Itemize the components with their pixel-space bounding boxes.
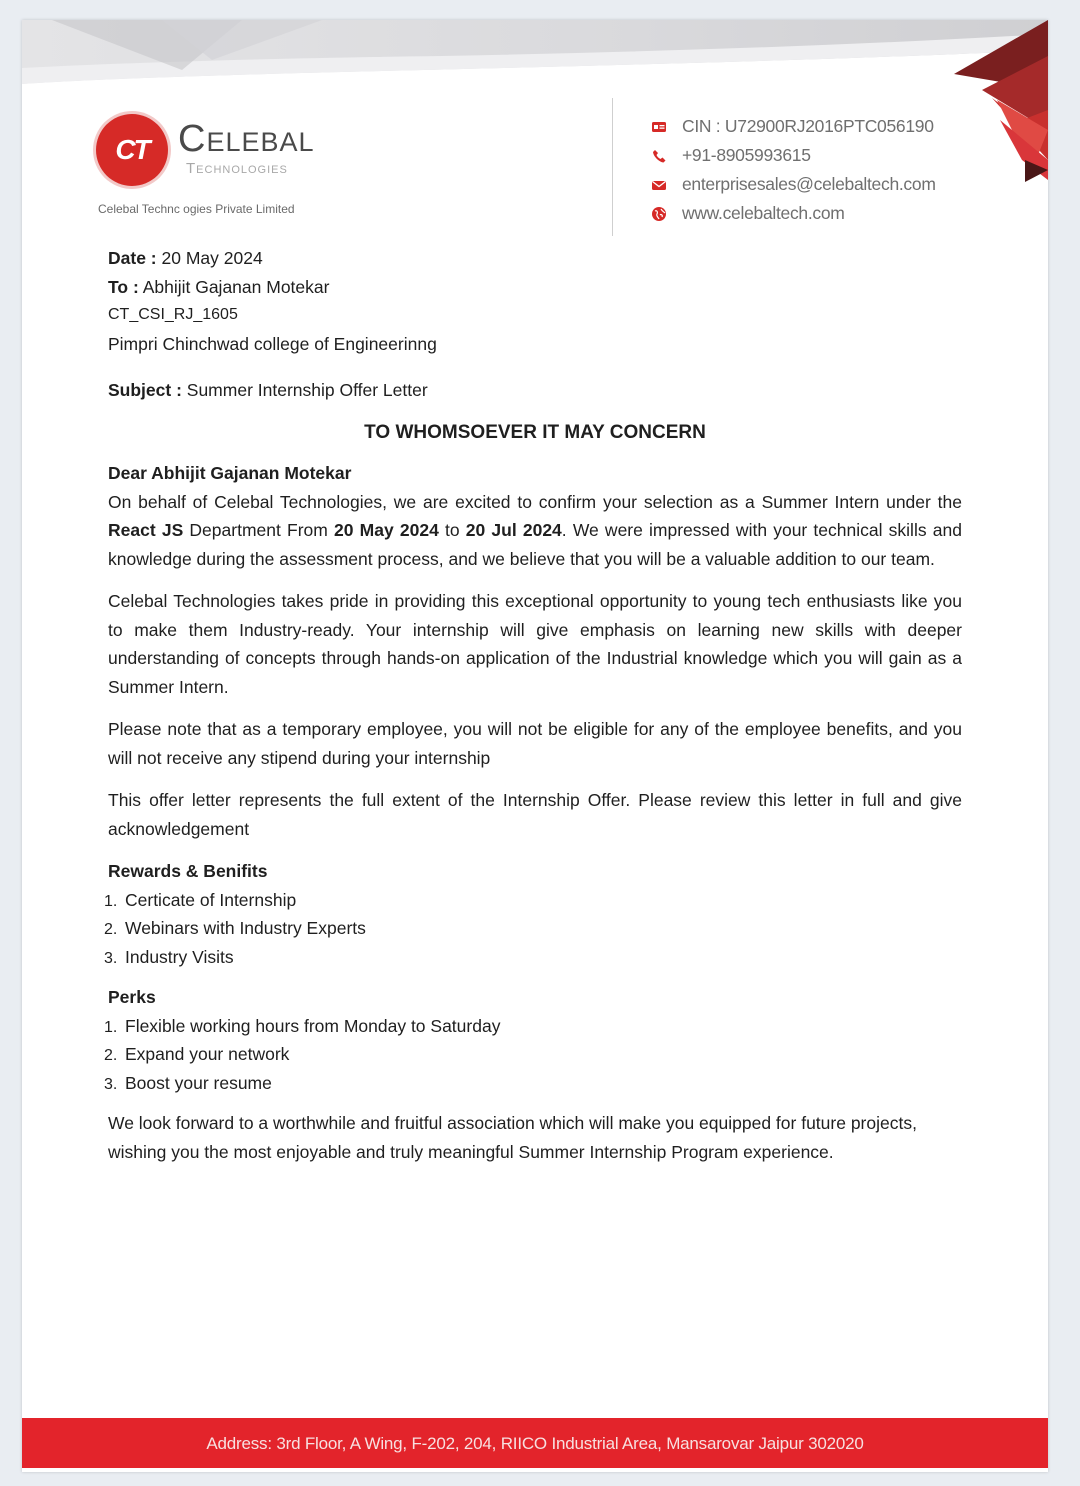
header-divider [612,98,613,236]
email-link[interactable]: enterprisesales@celebaltech.com [682,174,936,194]
company-legal-name: Celebal Technc ogies Private Limited [98,202,295,216]
id-card-icon [650,118,668,136]
list-text: Certicate of Internship [125,889,297,910]
date-value: 20 May 2024 [161,248,263,268]
mail-icon [650,176,668,194]
intern-code: CT_CSI_RJ_1605 [108,306,238,323]
list-number: 3. [104,1075,118,1093]
salutation: Dear Abhijit Gajanan Motekar [108,463,352,483]
globe-icon [650,205,668,223]
subject-line [108,376,962,405]
paragraph-selection [108,488,962,574]
contact-cin [650,112,936,141]
list-number: 2. [104,1047,118,1064]
company-logo [96,112,356,222]
rewards-list [104,886,962,972]
college-name: Pimpri Chinchwad college of Engineerinng [108,333,437,354]
paragraph-opportunity: Celebal Technologies takes pride in providing this exceptional opportunity to young tech enthusiasts like you to make them Industry-ready. Your internship will give emphasis on learning new skills with deeper understanding of concepts through hands-on application of the Industrial knowledge which you will gain as a Summer Intern. [108,591,962,697]
list-item [104,1040,962,1069]
date-line [108,244,962,273]
list-number: 3. [104,949,118,967]
contact-email [650,170,936,199]
department: React JS [108,520,184,540]
list-item [104,886,962,915]
to-label: To : [108,276,139,297]
contact-website [650,199,936,228]
footer-address: Address: 3rd Floor, A Wing, F-202, 204, RIICO Industrial Area, Mansarovar Jaipur 302020 [206,1434,864,1453]
contact-list [650,112,936,228]
rewards-title: Rewards & Benifits [108,861,268,881]
logo-mark-text: CT [115,134,149,165]
list-text: Boost your resume [125,1072,272,1093]
company-subtitle: Technologies [186,160,288,177]
p1-part-d: . We were impressed with your technical skills and knowledge during the assessment process, and we believe that you will be a valuable addition to our team. [108,520,962,569]
letter-body [104,244,962,1180]
p1-part-c: to [444,520,460,540]
paragraph-acknowledgement: This offer letter represents the full extent of the Internship Offer. Please review this letter in full and give acknowledgement [108,790,962,839]
phone-text[interactable]: +91-8905993615 [682,145,811,165]
end-date: 20 Jul 2024 [465,520,562,540]
list-item [104,943,962,972]
p1-part-a: On behalf of Celebal Technologies, we are excited to confirm your selection as a Summer Intern under the [108,491,962,512]
company-name: Celebal [178,118,315,160]
list-text: Flexible working hours from Monday to Saturday [125,1015,501,1036]
closing-paragraph: We look forward to a worthwhile and fruitful association which will make you equipped for future projects, wishing you the most enjoyable and truly meaningful Summer Internship Program experience. [108,1113,917,1162]
list-item [104,1012,962,1041]
list-text: Expand your network [125,1044,290,1064]
list-number: 1. [104,1018,118,1036]
recipient-name: Abhijit Gajanan Motekar [142,276,330,297]
list-text: Webinars with Industry Experts [125,918,366,938]
list-number: 1. [104,892,118,910]
perks-list [104,1012,962,1098]
subject-label: Subject : [108,380,182,400]
p1-part-b: Department From [189,520,328,540]
list-text: Industry Visits [125,946,234,967]
letter-page [22,20,1048,1472]
phone-icon [650,147,668,165]
cin-text: CIN : U72900RJ2016PTC056190 [682,116,934,136]
contact-phone [650,141,936,170]
letter-heading: TO WHOMSOEVER IT MAY CONCERN [364,421,706,443]
list-number: 2. [104,921,118,938]
list-item [104,914,962,943]
footer-bar [22,1418,1048,1468]
website-link[interactable]: www.celebaltech.com [682,203,845,223]
date-label: Date : [108,248,157,268]
logo-mark [96,114,168,186]
to-line [108,273,962,302]
perks-title: Perks [108,987,156,1007]
start-date: 20 May 2024 [334,520,439,540]
list-item [104,1069,962,1098]
paragraph-benefits-note: Please note that as a temporary employee, you will not be eligible for any of the employee benefits, and you will not receive any stipend during your internship [108,719,962,768]
subject-value: Summer Internship Offer Letter [186,380,428,400]
